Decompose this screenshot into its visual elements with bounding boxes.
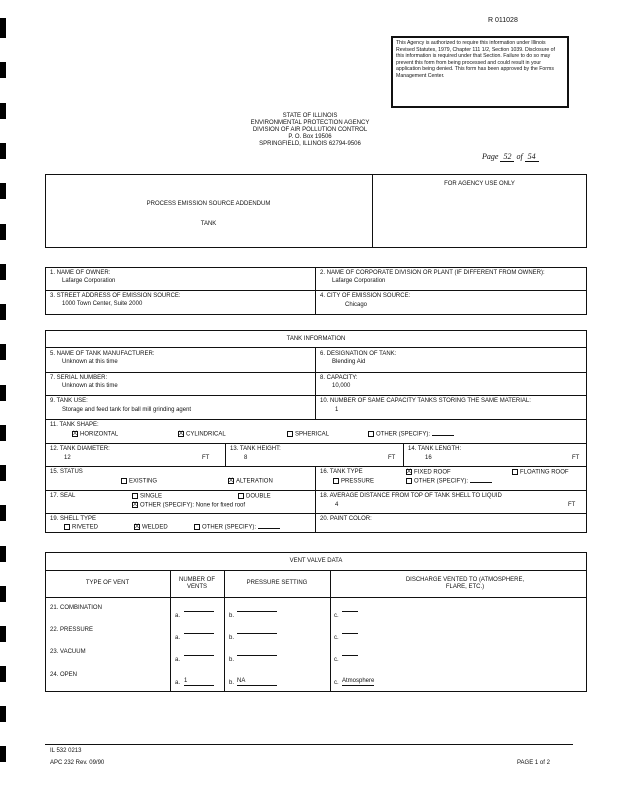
agency-line: ENVIRONMENTAL PROTECTION AGENCY: [250, 120, 370, 126]
serial-value[interactable]: Unknown at this time: [62, 383, 118, 389]
punch-mark: [0, 626, 6, 642]
vent-type-label: 22. PRESSURE: [50, 627, 94, 633]
status-label: 15. STATUS: [50, 469, 83, 475]
divider: [45, 419, 587, 420]
checkbox[interactable]: [512, 469, 518, 475]
divider: [45, 443, 587, 444]
option-label: FLOATING ROOF: [520, 469, 569, 476]
same-capacity-label: 10. NUMBER OF SAME CAPACITY TANKS STORING THE SAME MATERIAL:: [320, 398, 531, 404]
city-label: 4. CITY OF EMISSION SOURCE:: [320, 293, 411, 299]
punch-mark: [0, 18, 6, 38]
designation-value[interactable]: Blending Aid: [332, 359, 366, 365]
divider: [224, 570, 225, 692]
checkbox-checked[interactable]: X: [229, 478, 234, 484]
city-value[interactable]: Chicago: [345, 302, 368, 308]
height-value[interactable]: 8: [244, 455, 248, 461]
avg-distance-unit: FT: [568, 502, 576, 508]
vent-pressure-value[interactable]: NA: [237, 678, 277, 686]
street-address-value[interactable]: 1000 Town Center, Suite 2000: [62, 301, 143, 307]
checkbox-checked[interactable]: X: [135, 524, 140, 530]
vent-count-value[interactable]: 1: [184, 678, 214, 686]
agency-line: STATE OF ILLINOIS: [282, 113, 338, 119]
footer-rule: [45, 744, 573, 745]
punch-mark: [0, 183, 6, 199]
diameter-label: 12. TANK DIAMETER:: [50, 446, 110, 452]
option-label: DOUBLE: [246, 493, 271, 500]
shell-welded-option[interactable]: [134, 524, 168, 532]
type-floating-option[interactable]: [512, 469, 569, 477]
divider: [45, 490, 587, 491]
vent-section-title: VENT VALVE DATA: [289, 558, 343, 564]
option-label: CYLINDRICAL: [186, 431, 226, 438]
checkbox[interactable]: [132, 493, 138, 499]
vent-count-prefix: a.: [175, 635, 181, 641]
type-fixed-option[interactable]: [406, 469, 451, 477]
col-number-of-vents: NUMBER OF VENTS: [179, 577, 215, 590]
option-label: ALTERATION: [236, 478, 273, 485]
other-blank[interactable]: [258, 528, 280, 529]
punch-mark: [0, 706, 6, 722]
option-label: SINGLE: [140, 493, 163, 500]
seal-label: 17. SEAL: [50, 493, 76, 499]
punch-mark: [0, 385, 6, 401]
vent-type-label: 24. OPEN: [50, 672, 78, 678]
vent-discharge-value[interactable]: [342, 611, 358, 612]
type-pressure-option[interactable]: [333, 478, 374, 486]
agency-line: DIVISION OF AIR POLLUTION CONTROL: [252, 127, 368, 133]
form-title: PROCESS EMISSION SOURCE ADDENDUM: [146, 201, 271, 207]
footer-code: IL 532 0213: [50, 748, 82, 754]
vent-discharge-prefix: c.: [334, 635, 339, 641]
agency-block: [230, 113, 390, 148]
punch-mark: [0, 304, 6, 320]
checkbox-checked[interactable]: X: [73, 431, 78, 437]
vent-discharge-value[interactable]: Atmosphere: [342, 678, 375, 684]
seal-single-option[interactable]: [132, 493, 162, 501]
diameter-unit: FT: [202, 455, 210, 461]
disclosure-notice: [391, 36, 569, 108]
checkbox[interactable]: [121, 478, 127, 484]
tank-use-value[interactable]: Storage and feed tank for ball mill grinding agent: [62, 407, 192, 413]
vent-count-prefix: a.: [175, 657, 181, 663]
avg-distance-value[interactable]: 4: [335, 502, 339, 508]
checkbox[interactable]: [194, 524, 200, 530]
checkbox[interactable]: [287, 431, 293, 437]
shape-horizontal-option[interactable]: [72, 431, 118, 439]
height-label: 13. TANK HEIGHT:: [230, 446, 281, 452]
vent-discharge-prefix: c.: [334, 680, 339, 686]
punch-mark: [0, 143, 6, 159]
page-number: 52: [500, 152, 514, 162]
vent-count-value[interactable]: [184, 633, 214, 634]
tank-shape-label: 11. TANK SHAPE:: [50, 422, 99, 428]
punch-mark: [0, 465, 6, 481]
punch-mark: [0, 746, 6, 762]
checkbox-checked[interactable]: X: [133, 502, 138, 508]
punch-mark: [0, 505, 6, 521]
option-label: EXISTING: [129, 478, 158, 485]
vent-type-label: 23. VACUUM: [50, 649, 86, 655]
shape-other-option[interactable]: [368, 431, 454, 439]
diameter-value[interactable]: 12: [64, 455, 71, 461]
other-blank[interactable]: [470, 482, 492, 483]
vent-section: [45, 552, 587, 692]
checkbox-checked[interactable]: X: [179, 431, 184, 437]
shape-cylindrical-option[interactable]: [178, 431, 226, 439]
divider: [45, 395, 587, 396]
divider: [45, 347, 587, 348]
col-pressure-setting: PRESSURE SETTING: [246, 580, 308, 586]
divider: [45, 372, 587, 373]
page-marker-label: Page: [482, 152, 499, 161]
option-label: HORIZONTAL: [80, 431, 119, 438]
seal-other-option[interactable]: [132, 502, 245, 510]
seal-other-value[interactable]: None for fixed roof: [195, 502, 246, 509]
shell-type-label: 19. SHELL TYPE: [50, 516, 97, 522]
shell-other-option[interactable]: [194, 524, 280, 532]
document-id: R 011028: [488, 17, 518, 24]
page-total: 54: [525, 152, 539, 162]
punch-mark: [0, 62, 6, 78]
street-address-label: 3. STREET ADDRESS OF EMISSION SOURCE:: [50, 293, 181, 299]
option-label: OTHER (SPECIFY):: [202, 524, 257, 531]
divider: [315, 267, 316, 315]
footer-form: APC 232 Rev. 09/90: [50, 760, 105, 766]
owner-name-label: 1. NAME OF OWNER:: [50, 270, 111, 276]
punch-mark: [0, 586, 6, 602]
serial-label: 7. SERIAL NUMBER:: [50, 375, 108, 381]
checkbox[interactable]: [64, 524, 70, 530]
manufacturer-label: 5. NAME OF TANK MANUFACTURER:: [50, 351, 155, 357]
vent-pressure-value[interactable]: [237, 655, 277, 656]
capacity-label: 8. CAPACITY:: [320, 375, 358, 381]
vent-discharge-prefix: c.: [334, 613, 339, 619]
option-label: WELDED: [142, 524, 168, 531]
divider: [45, 466, 587, 467]
option-label: RIVETED: [72, 524, 99, 531]
divider: [330, 570, 331, 692]
option-label: SPHERICAL: [295, 431, 330, 438]
option-label: OTHER (SPECIFY):: [140, 502, 195, 509]
divider: [45, 597, 587, 598]
option-label: PRESSURE: [341, 478, 375, 485]
punch-mark: [0, 425, 6, 441]
disclosure-text: This Agency is authorized to require this information under Illinois Revised Statutes, 1979, Chapter 111 1/2, Section 1039. Disclosure of this information is required under that Section. Failure to do so may prevent this form from being processed and could result in your application being denied. This form has been approved by the Forms Management Center.: [396, 40, 555, 79]
punch-mark: [0, 224, 6, 240]
option-label: OTHER (SPECIFY):: [376, 431, 431, 438]
vent-count-prefix: a.: [175, 613, 181, 619]
checkbox[interactable]: [238, 493, 244, 499]
tank-use-label: 9. TANK USE:: [50, 398, 88, 404]
other-blank[interactable]: [432, 435, 454, 436]
divider: [225, 443, 226, 466]
punch-mark: [0, 546, 6, 562]
length-label: 14. TANK LENGTH:: [408, 446, 462, 452]
page-marker: [482, 152, 539, 162]
vent-type-label: 21. COMBINATION: [50, 605, 102, 611]
vent-discharge-value[interactable]: [342, 633, 358, 634]
shape-spherical-option[interactable]: [287, 431, 329, 439]
height-unit: FT: [388, 455, 396, 461]
footer-page: PAGE 1 of 2: [517, 760, 550, 766]
status-existing-option[interactable]: [121, 478, 157, 486]
checkbox[interactable]: [368, 431, 374, 437]
punch-mark: [0, 103, 6, 119]
punch-mark: [0, 264, 6, 280]
col-type-of-vent: TYPE OF VENT: [85, 580, 130, 586]
tank-section-title: TANK INFORMATION: [286, 336, 346, 342]
form-subtitle: TANK: [200, 221, 217, 227]
agency-line: P. O. Box 19506: [288, 134, 332, 140]
vent-pressure-prefix: b.: [229, 613, 235, 619]
designation-label: 6. DESIGNATION OF TANK:: [320, 351, 397, 357]
vent-pressure-value[interactable]: [237, 611, 277, 612]
vent-pressure-prefix: b.: [229, 657, 235, 663]
length-value[interactable]: 16: [425, 455, 432, 461]
punch-mark: [0, 344, 6, 360]
divider: [45, 570, 587, 571]
vent-pressure-prefix: b.: [229, 635, 235, 641]
punch-mark: [0, 666, 6, 682]
length-unit: FT: [572, 455, 580, 461]
tank-type-label: 16. TANK TYPE: [320, 469, 363, 475]
vent-pressure-prefix: b.: [229, 680, 235, 686]
vent-count-value[interactable]: [184, 655, 214, 656]
vent-pressure-value[interactable]: [237, 633, 277, 634]
checkbox[interactable]: [333, 478, 339, 484]
col-discharge: DISCHARGE VENTED TO (ATMOSPHERE, FLARE, ETC.): [405, 577, 525, 590]
division-label: 2. NAME OF CORPORATE DIVISION OR PLANT (IF DIFFERENT FROM OWNER):: [320, 270, 545, 276]
vent-discharge-prefix: c.: [334, 657, 339, 663]
division-value[interactable]: Lafarge Corporation: [332, 278, 386, 284]
agency-line: SPRINGFIELD, ILLINOIS 62794-9506: [259, 141, 361, 147]
avg-distance-label: 18. AVERAGE DISTANCE FROM TOP OF TANK SHELL TO LIQUID: [320, 493, 502, 499]
capacity-value[interactable]: 10,000: [332, 383, 351, 389]
divider: [45, 290, 587, 291]
divider: [45, 513, 587, 514]
divider: [315, 347, 316, 419]
divider: [315, 466, 316, 533]
paint-color-label: 20. PAINT COLOR:: [320, 516, 372, 522]
divider: [403, 443, 404, 466]
status-alteration-option[interactable]: [228, 478, 273, 486]
seal-double-option[interactable]: [238, 493, 271, 501]
option-label: FIXED ROOF: [414, 469, 451, 476]
manufacturer-value[interactable]: Unknown at this time: [62, 359, 118, 365]
vent-count-prefix: a.: [175, 680, 181, 686]
checkbox[interactable]: [406, 478, 412, 484]
vent-discharge-value[interactable]: [342, 655, 358, 656]
agency-use-label: FOR AGENCY USE ONLY: [444, 181, 515, 187]
owner-name-value[interactable]: Lafarge Corporation: [62, 278, 116, 284]
checkbox-checked[interactable]: X: [407, 469, 412, 475]
type-other-option[interactable]: [406, 478, 492, 486]
same-capacity-value[interactable]: 1: [335, 407, 339, 413]
option-label: OTHER (SPECIFY):: [414, 478, 469, 485]
shell-riveted-option[interactable]: [64, 524, 98, 532]
vent-count-value[interactable]: [184, 611, 214, 612]
divider: [170, 570, 171, 692]
page-of: of: [516, 152, 523, 161]
